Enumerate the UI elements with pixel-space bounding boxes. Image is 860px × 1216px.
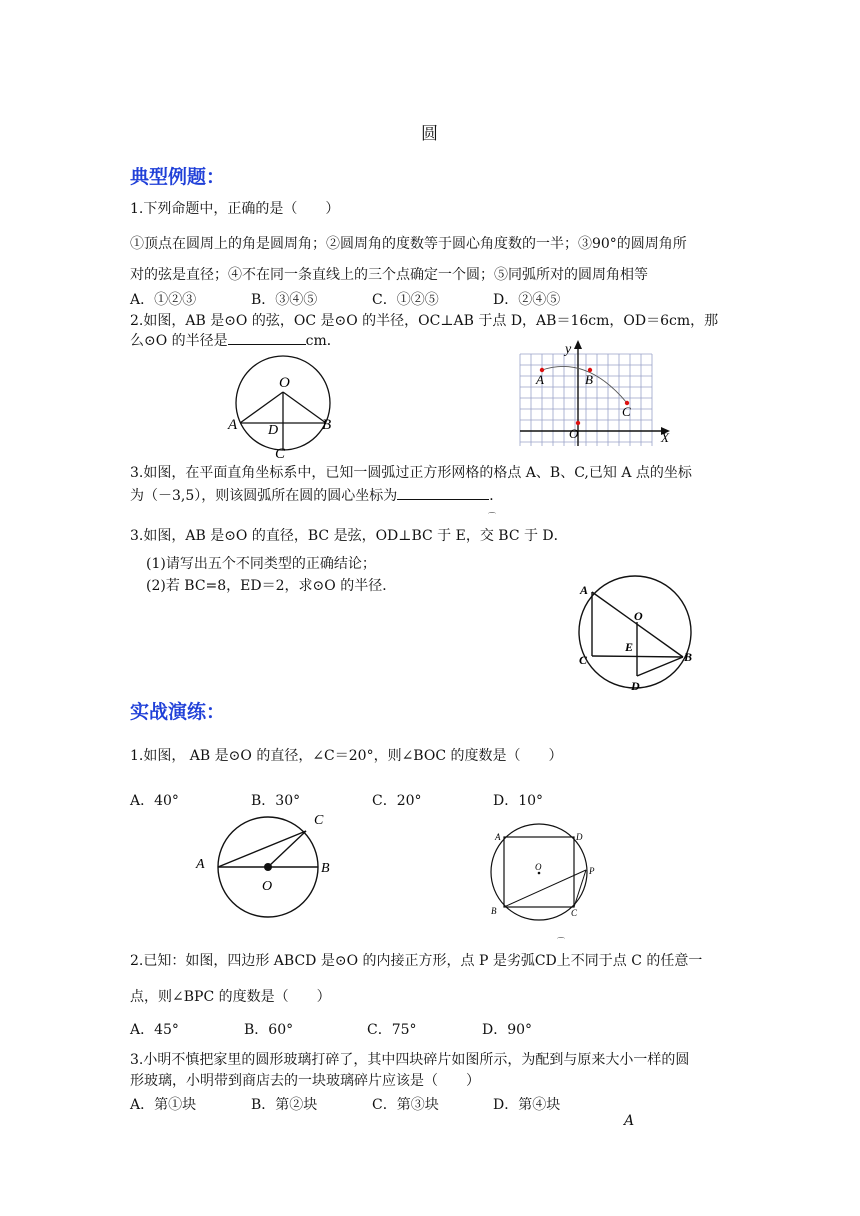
pr-q3-option-b: B．第②块	[251, 1097, 318, 1113]
label-c: C	[275, 446, 286, 462]
pr-q1-option-a: A．40°	[130, 793, 179, 809]
pr-q3-line2: 形玻璃，小明带到商店去的一块玻璃碎片应该是（ ）	[130, 1073, 480, 1089]
label-a: A	[495, 832, 501, 842]
grid	[520, 354, 652, 446]
radius-ob	[283, 392, 326, 423]
line-oc	[268, 831, 306, 867]
ex-q2-line2-post: cm．	[305, 333, 341, 349]
line-db	[637, 657, 683, 676]
ex-q3b-sub2: (2)若 BC=8，ED＝2，求⊙O 的半径．	[146, 578, 397, 594]
label-d: D	[576, 832, 583, 842]
label-o: O	[262, 879, 273, 894]
pr-q2-figure	[486, 826, 601, 926]
label-o: O	[535, 862, 542, 872]
label-y: y	[565, 342, 572, 357]
ex-q3a-line2	[130, 485, 503, 505]
ex-q2-line2-pre: 么⊙O 的半径是	[130, 333, 228, 349]
circle	[579, 576, 691, 688]
label-x: X	[661, 430, 669, 445]
section-heading-examples: 典型例题：	[130, 166, 226, 188]
label-o: O	[569, 426, 579, 441]
ex-q3a-answer-blank	[397, 485, 489, 500]
label-b: B	[321, 861, 330, 876]
label-b: B	[684, 650, 693, 664]
ex-q1-option-c: C．①②⑤	[372, 292, 439, 308]
pr-q2-option-b: B．60°	[244, 1022, 294, 1038]
ex-q1-option-d: D．②④⑤	[493, 292, 561, 308]
pr-q2-option-d: D．90°	[482, 1022, 533, 1038]
pr-q1-figure	[190, 810, 335, 930]
ex-q2-line2	[130, 330, 341, 350]
ex-q3a-line2-pre: 为（－3,5），则该圆弧所在圆的圆心坐标为	[130, 488, 398, 504]
ex-q3b-line1: 3.如图，AB 是⊙O 的直径，BC 是弦，OD⊥BC 于 E，交 BC 于 D．	[130, 528, 568, 544]
label-o: O	[634, 609, 643, 623]
label-e: E	[625, 640, 634, 654]
footer-figure-label: A	[624, 1113, 635, 1129]
point-o	[576, 421, 580, 425]
center-o	[538, 872, 541, 875]
label-p: P	[589, 866, 595, 876]
ex-q1-stem: 1.下列命题中，正确的是（ ）	[130, 201, 340, 217]
label-c: C	[622, 404, 631, 419]
ex-q1-option-a: A．①②③	[130, 292, 197, 308]
label-a: A	[228, 417, 238, 433]
pr-q3-option-c: C．第③块	[372, 1097, 439, 1113]
pr-q2-option-a: A．45°	[130, 1022, 179, 1038]
pr-q1-stem: 1.如图， AB 是⊙O 的直径，∠C＝20°，则∠BOC 的度数是（ ）	[130, 748, 563, 764]
ex-q3a-line2-post: ．	[489, 488, 504, 504]
ex-q1-option-b: B．③④⑤	[251, 292, 318, 308]
center-o	[264, 863, 272, 871]
page-title: 圆	[421, 124, 438, 144]
ex-q3b-sub1: (1)请写出五个不同类型的正确结论；	[146, 556, 376, 572]
label-c: C	[579, 653, 588, 667]
pr-q3-option-d: D．第④块	[493, 1097, 561, 1113]
line-ac	[218, 831, 306, 867]
ex-q1-line2: 对的弦是直径；④不在同一条直线上的三个点确定一个圆；⑤同弧所对的圆周角相等	[130, 267, 648, 283]
pr-q1-option-b: B．30°	[251, 793, 301, 809]
ex-q1-line1: ①顶点在圆周上的角是圆周角；②圆周角的度数等于圆心角度数的一半；③90°的圆周角所	[130, 236, 687, 252]
label-c: C	[571, 908, 578, 918]
pr-q3-line1: 3.小明不慎把家里的圆形玻璃打碎了，其中四块碎片如图所示，为配到与原来大小一样的圆	[130, 1052, 690, 1068]
label-c: C	[314, 813, 324, 828]
section-heading-practice: 实战演练：	[130, 701, 226, 723]
ex-q2-figure	[226, 352, 346, 462]
label-b: B	[585, 372, 593, 387]
ex-q2-line1: 2.如图，AB 是⊙O 的弦，OC 是⊙O 的半径，OC⊥AB 于点 D，AB＝16cm，OD＝6cm，那	[130, 313, 719, 329]
pr-q2-option-c: C．75°	[367, 1022, 417, 1038]
ex-q3a-grid-figure	[517, 340, 677, 450]
label-d: D	[631, 679, 640, 693]
label-o: O	[279, 375, 290, 391]
ex-q2-answer-blank	[228, 330, 306, 345]
label-d: D	[268, 423, 279, 438]
pr-q3-option-a: A．第①块	[130, 1097, 197, 1113]
label-a: A	[580, 583, 589, 597]
pr-q1-option-c: C．20°	[372, 793, 422, 809]
pr-q2-line1: 2.已知：如图，四边形 ABCD 是⊙O 的内接正方形，点 P 是劣弧CD上不同于点 C 的任意一	[130, 953, 703, 969]
pr-q1-option-d: D．10°	[493, 793, 544, 809]
label-b: B	[322, 417, 332, 433]
label-a: A	[536, 372, 544, 387]
radius-oa	[240, 392, 283, 423]
ex-q3a-line1: 3.如图，在平面直角坐标系中，已知一圆弧过正方形网格的格点 A、B、C,已知 A 点的坐标	[130, 465, 692, 481]
label-a: A	[196, 857, 205, 872]
arc-mark: ⌒	[488, 512, 496, 521]
arc-mark: ⌒	[557, 937, 565, 946]
pr-q2-line2: 点，则∠BPC 的度数是（ ）	[130, 989, 331, 1005]
label-b: B	[491, 906, 497, 916]
ex-q3b-figure	[576, 578, 706, 698]
y-axis-arrow	[574, 340, 582, 349]
